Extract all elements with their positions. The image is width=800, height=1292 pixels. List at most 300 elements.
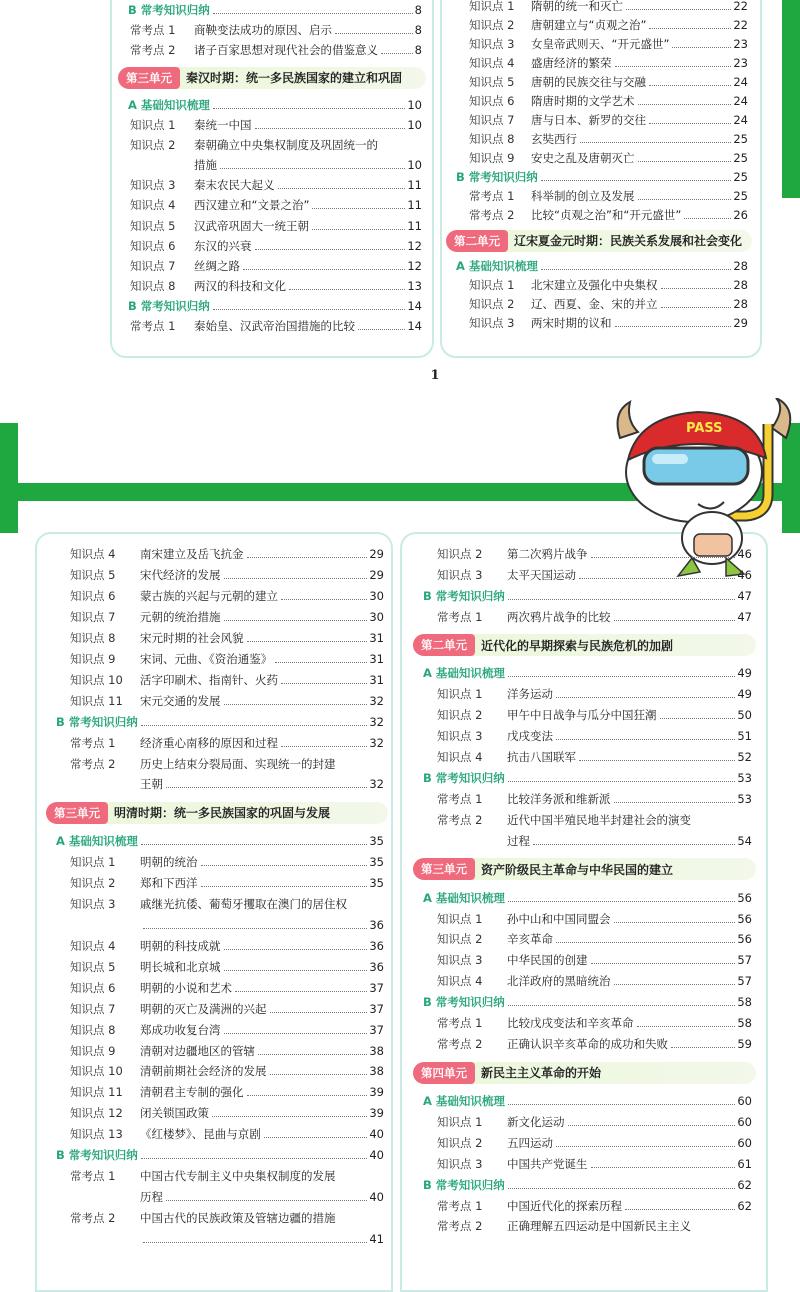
entry-page: 8 <box>414 23 422 38</box>
entry-page: 8 <box>414 3 422 17</box>
dot-leader <box>143 1242 367 1243</box>
entry-page: 56 <box>737 911 752 926</box>
entry-label: 知识点 2 <box>437 708 483 723</box>
entry-page: 58 <box>737 995 752 1010</box>
toc-entry[interactable] <box>469 127 748 147</box>
section-entry[interactable] <box>456 254 748 274</box>
entry-label: 知识点 13 <box>70 1127 123 1142</box>
entry-title: 女皇帝武则天、“开元盛世” <box>531 37 670 51</box>
toc-entry[interactable] <box>70 1059 384 1079</box>
toc-entry[interactable] <box>70 752 384 772</box>
entry-page: 12 <box>407 238 422 253</box>
entry-page: 12 <box>407 258 422 273</box>
entry-page: 60 <box>737 1114 752 1129</box>
dot-leader <box>289 289 405 290</box>
entry-label: 知识点 2 <box>130 138 176 152</box>
section-entry[interactable] <box>128 93 422 113</box>
entry-page: 29 <box>369 567 384 582</box>
entry-page: 24 <box>733 113 748 127</box>
entry-title: 盛唐经济的繁荣 <box>531 56 612 70</box>
toc-entry[interactable] <box>70 892 384 912</box>
dot-leader <box>224 970 368 971</box>
entry-label: 知识点 8 <box>70 1022 116 1037</box>
toc-entry[interactable] <box>469 311 748 331</box>
entry-title: 郑成功收复台湾 <box>140 1022 221 1037</box>
toc-entry[interactable] <box>437 542 752 562</box>
entry-page: 56 <box>737 890 752 905</box>
dot-leader <box>579 760 735 761</box>
dot-leader <box>591 557 736 558</box>
toc-entry-continuation[interactable] <box>140 913 384 933</box>
toc-entry[interactable] <box>130 18 422 38</box>
page-number: 1 <box>430 368 440 383</box>
unit-header <box>413 1062 756 1084</box>
toc-entry[interactable] <box>70 1122 384 1142</box>
entry-page: 36 <box>369 917 384 932</box>
toc-entry-continuation[interactable] <box>140 1227 384 1247</box>
entry-page: 58 <box>737 1016 752 1031</box>
dot-leader <box>541 269 731 270</box>
dot-leader <box>143 928 367 929</box>
entry-page: 29 <box>733 316 748 331</box>
entry-page: 35 <box>369 875 384 890</box>
entry-title: 诸子百家思想对现代社会的借鉴意义 <box>194 43 378 58</box>
dot-leader <box>220 168 405 169</box>
dot-leader <box>508 1188 736 1189</box>
toc-entry[interactable] <box>70 1206 384 1226</box>
entry-title: 活字印刷术、指南针、火药 <box>140 672 278 687</box>
dot-leader <box>278 188 406 189</box>
dot-leader <box>661 288 732 289</box>
dot-leader <box>638 161 732 162</box>
section-label: A 基础知识梳理 <box>456 259 538 274</box>
entry-title: 历程 <box>140 1190 163 1205</box>
entry-title: 明朝的小说和艺术 <box>140 980 232 995</box>
toc-entry[interactable] <box>70 850 384 870</box>
entry-label: 知识点 3 <box>437 567 483 582</box>
dot-leader <box>166 787 367 788</box>
dot-leader <box>568 1125 736 1126</box>
section-entry[interactable] <box>128 0 422 18</box>
entry-title: 辽、西夏、金、宋的并立 <box>531 297 658 312</box>
entry-label: 知识点 4 <box>437 974 483 989</box>
dot-leader <box>649 85 731 86</box>
entry-page: 32 <box>369 693 384 708</box>
entry-page: 24 <box>733 75 748 89</box>
toc-entry[interactable] <box>469 108 748 128</box>
entry-title: 第二次鸦片战争 <box>507 547 588 561</box>
unit-title: 近代化的早期探索与民族危机的加剧 <box>481 638 674 653</box>
toc-entry[interactable] <box>70 1080 384 1100</box>
entry-page: 59 <box>737 1037 752 1052</box>
dot-leader <box>270 1074 368 1075</box>
entry-title: 经济重心南移的原因和过程 <box>140 735 278 750</box>
dot-leader <box>224 704 368 705</box>
dot-leader <box>625 1209 735 1210</box>
entry-label: 常考点 2 <box>437 1037 483 1052</box>
toc-entry[interactable] <box>70 1164 384 1184</box>
section-entry[interactable] <box>423 766 752 786</box>
toc-entry[interactable] <box>130 314 422 334</box>
entry-title: 戚继光抗倭、葡萄牙攫取在澳门的居住权 <box>140 896 347 911</box>
toc-entry[interactable] <box>70 976 384 996</box>
unit-header <box>46 802 388 824</box>
dot-leader <box>166 1200 367 1201</box>
unit-badge: 第三单元 <box>118 67 180 89</box>
entry-label: 常考点 1 <box>469 189 515 203</box>
entry-label: 知识点 9 <box>70 1043 116 1058</box>
toc-entry[interactable] <box>437 605 752 625</box>
entry-page: 61 <box>737 1156 752 1171</box>
entry-page: 36 <box>369 938 384 953</box>
entry-title: 南宋建立及岳飞抗金 <box>140 547 244 561</box>
dot-leader <box>615 66 732 67</box>
entry-label: 常考点 2 <box>70 1211 116 1226</box>
section-entry[interactable] <box>456 165 748 185</box>
toc-entry[interactable] <box>469 203 748 223</box>
mascot-hat-text: PASS <box>686 421 723 436</box>
toc-entry-continuation[interactable] <box>140 772 384 792</box>
entry-title: 安史之乱及唐朝灭亡 <box>531 151 635 165</box>
toc-entry[interactable] <box>469 13 748 33</box>
entry-title: 秦统一中国 <box>194 117 252 132</box>
dot-leader <box>213 13 413 14</box>
entry-title: 宋词、元曲、《资治通鉴》 <box>140 651 273 666</box>
entry-label: 常考点 1 <box>437 1016 483 1031</box>
entry-page: 22 <box>733 18 748 32</box>
entry-page: 40 <box>369 1127 384 1142</box>
entry-page: 37 <box>369 980 384 995</box>
entry-label: 知识点 1 <box>469 278 515 293</box>
toc-entry[interactable] <box>70 668 384 688</box>
dot-leader <box>626 9 731 10</box>
section-entry[interactable] <box>423 661 752 681</box>
dot-leader <box>591 1167 736 1168</box>
section-label: B 常考知识归纳 <box>128 299 210 314</box>
toc-entry-continuation[interactable] <box>140 1185 384 1205</box>
entry-title: 明长城和北京城 <box>140 959 221 974</box>
entry-title: 中国近代化的探索历程 <box>507 1198 622 1213</box>
entry-title: 戊戌变法 <box>507 729 553 744</box>
entry-title: 正确理解五四运动是中国新民主主义 <box>507 1219 691 1234</box>
entry-page: 46 <box>737 567 752 582</box>
toc-entry[interactable] <box>437 1214 752 1234</box>
entry-title: 明朝的统治 <box>140 854 198 869</box>
entry-page: 38 <box>369 1043 384 1058</box>
section-entry[interactable] <box>423 886 752 906</box>
toc-entry[interactable] <box>130 193 422 213</box>
entry-label: 知识点 3 <box>437 729 483 744</box>
dot-leader <box>508 901 735 902</box>
toc-entry[interactable] <box>437 808 752 828</box>
entry-page: 23 <box>733 37 748 51</box>
toc-entry[interactable] <box>437 1011 752 1031</box>
entry-title: 两宋时期的议和 <box>531 316 612 331</box>
entry-title: 过程 <box>507 834 530 848</box>
section-label: B 常考知识归纳 <box>56 714 138 729</box>
toc-entry[interactable] <box>437 948 752 968</box>
toc-entry[interactable] <box>130 113 422 133</box>
toc-entry[interactable] <box>70 871 384 891</box>
toc-entry[interactable] <box>437 682 752 702</box>
dot-leader <box>312 208 405 209</box>
toc-entry[interactable] <box>70 731 384 751</box>
toc-entry[interactable] <box>70 542 384 562</box>
entry-title: 秦末农民大起义 <box>194 178 275 193</box>
dot-leader <box>661 307 732 308</box>
dot-leader <box>556 697 735 698</box>
entry-title: 比较“贞观之治”和“开元盛世” <box>531 208 682 222</box>
section-entry[interactable] <box>423 584 752 604</box>
toc-entry[interactable] <box>437 745 752 765</box>
dot-leader <box>614 802 736 803</box>
entry-label: 知识点 1 <box>130 117 176 132</box>
entry-title: 隋朝的统一和灭亡 <box>531 0 623 13</box>
toc-entry[interactable] <box>469 70 748 90</box>
toc-entry[interactable] <box>70 626 384 646</box>
toc-entry[interactable] <box>130 38 422 58</box>
dot-leader <box>637 1026 736 1027</box>
entry-label: 知识点 7 <box>130 258 176 273</box>
entry-label: 知识点 8 <box>469 132 515 146</box>
dot-leader <box>335 33 413 34</box>
entry-label: 知识点 2 <box>437 547 483 561</box>
dot-leader <box>614 922 736 923</box>
toc-entry[interactable] <box>469 292 748 312</box>
section-label: B 常考知识归纳 <box>423 1177 505 1192</box>
section-entry[interactable] <box>128 294 422 314</box>
entry-title: 两次鸦片战争的比较 <box>507 609 611 624</box>
entry-title: 抗击八国联军 <box>507 750 576 765</box>
dot-leader <box>213 309 406 310</box>
entry-page: 62 <box>737 1198 752 1213</box>
entry-page: 54 <box>737 834 752 848</box>
toc-entry[interactable] <box>437 1110 752 1130</box>
toc-entry[interactable] <box>130 214 422 234</box>
entry-label: 常考点 2 <box>437 813 483 828</box>
toc-entry[interactable] <box>469 89 748 109</box>
unit-header <box>413 858 756 880</box>
entry-title: 比较戊戌变法和辛亥革命 <box>507 1016 634 1031</box>
entry-title: 秦始皇、汉武帝治国措施的比较 <box>194 319 355 334</box>
toc-entry[interactable] <box>130 133 422 153</box>
toc-entry[interactable] <box>130 274 422 294</box>
entry-title: 中国古代专制主义中央集权制度的发展 <box>140 1169 336 1184</box>
dot-leader <box>212 1116 367 1117</box>
toc-entry[interactable] <box>437 1152 752 1172</box>
toc-entry[interactable] <box>437 969 752 989</box>
dot-leader <box>358 329 405 330</box>
dot-leader <box>614 620 736 621</box>
entry-label: 知识点 1 <box>437 687 483 702</box>
entry-title: 王朝 <box>140 777 163 792</box>
section-entry[interactable] <box>56 710 384 730</box>
entry-title: 历史上结束分裂局面、实现统一的封建 <box>140 756 336 771</box>
entry-page: 25 <box>733 170 748 184</box>
toc-entry[interactable] <box>469 32 748 52</box>
dot-leader <box>275 662 367 663</box>
dot-leader <box>579 578 735 579</box>
entry-label: 知识点 7 <box>70 609 116 624</box>
entry-page: 37 <box>369 1001 384 1016</box>
entry-label: 知识点 6 <box>130 238 176 253</box>
entry-title: 措施 <box>194 158 217 173</box>
toc-entry[interactable] <box>469 273 748 293</box>
entry-page: 8 <box>414 43 422 58</box>
toc-entry[interactable] <box>437 703 752 723</box>
toc-entry[interactable] <box>70 1101 384 1121</box>
entry-page: 57 <box>737 974 752 989</box>
entry-title: 丝绸之路 <box>194 258 240 273</box>
section-label: B 常考知识归纳 <box>56 1148 138 1163</box>
entry-title: 汉武帝巩固大一统王朝 <box>194 218 309 233</box>
entry-page: 51 <box>737 729 752 744</box>
dot-leader <box>281 683 367 684</box>
dot-leader <box>312 229 405 230</box>
entry-label: 知识点 2 <box>469 18 515 32</box>
dot-leader <box>533 844 735 845</box>
dot-leader <box>556 942 735 943</box>
toc-entry[interactable] <box>437 787 752 807</box>
entry-label: 常考点 2 <box>437 1219 483 1234</box>
toc-entry[interactable] <box>437 1194 752 1214</box>
entry-title: 宋元时期的社会风貌 <box>140 630 244 645</box>
dot-leader <box>684 218 731 219</box>
entry-page: 39 <box>369 1085 384 1100</box>
section-entry[interactable] <box>56 1143 384 1163</box>
unit-badge: 第二单元 <box>413 634 475 656</box>
section-label: A 基础知识梳理 <box>128 97 210 112</box>
entry-page: 14 <box>407 319 422 334</box>
toc-entry-continuation[interactable] <box>194 153 422 173</box>
section-label: B 常考知识归纳 <box>456 170 538 184</box>
entry-label: 知识点 11 <box>70 693 123 708</box>
entry-label: 知识点 3 <box>70 896 116 911</box>
entry-title: 中国共产党诞生 <box>507 1156 588 1171</box>
entry-title: 商鞅变法成功的原因、启示 <box>194 23 332 38</box>
entry-page: 49 <box>737 687 752 702</box>
section-entry[interactable] <box>56 829 384 849</box>
entry-label: 知识点 3 <box>437 953 483 968</box>
entry-page: 30 <box>369 609 384 624</box>
entry-title: 郑和下西洋 <box>140 875 198 890</box>
toc-entry[interactable] <box>70 605 384 625</box>
toc-entry[interactable] <box>130 254 422 274</box>
entry-title: 北洋政府的黑暗统治 <box>507 974 611 989</box>
entry-title: 科举制的创立及发展 <box>531 189 635 203</box>
entry-label: 知识点 4 <box>70 938 116 953</box>
dot-leader <box>281 746 367 747</box>
entry-title: 两汉的科技和文化 <box>194 279 286 294</box>
entry-label: 常考点 1 <box>130 23 176 38</box>
entry-page: 24 <box>733 94 748 108</box>
entry-label: 知识点 2 <box>437 932 483 947</box>
entry-title: 近代中国半殖民地半封建社会的演变 <box>507 813 691 828</box>
toc-entry[interactable] <box>469 184 748 204</box>
entry-page: 26 <box>733 208 748 222</box>
section-entry[interactable] <box>423 1173 752 1193</box>
dot-leader <box>541 180 732 181</box>
entry-page: 35 <box>369 834 384 848</box>
section-entry[interactable] <box>423 990 752 1010</box>
entry-title: 东汉的兴衰 <box>194 238 252 253</box>
toc-entry[interactable] <box>437 1131 752 1151</box>
entry-title: 隋唐时期的文学艺术 <box>531 94 635 108</box>
toc-entry[interactable] <box>469 0 748 14</box>
entry-label: 知识点 4 <box>469 56 515 70</box>
toc-entry[interactable] <box>70 997 384 1017</box>
dot-leader <box>281 599 367 600</box>
entry-label: 常考点 2 <box>130 43 176 58</box>
toc-entry[interactable] <box>70 934 384 954</box>
toc-entry[interactable] <box>130 234 422 254</box>
entry-label: 知识点 7 <box>469 113 515 127</box>
unit-badge: 第四单元 <box>413 1062 475 1084</box>
toc-entry[interactable] <box>70 563 384 583</box>
entry-label: 常考点 2 <box>469 208 515 222</box>
entry-label: 知识点 4 <box>437 750 483 765</box>
entry-title: 清朝对边疆地区的管辖 <box>140 1043 255 1058</box>
toc-entry[interactable] <box>130 173 422 193</box>
entry-title: 太平天国运动 <box>507 567 576 582</box>
toc-entry[interactable] <box>437 907 752 927</box>
entry-page: 25 <box>733 151 748 165</box>
entry-label: 知识点 12 <box>70 1106 123 1121</box>
entry-label: 知识点 3 <box>469 37 515 51</box>
toc-entry[interactable] <box>70 584 384 604</box>
dot-leader <box>213 108 405 109</box>
dot-leader <box>508 676 735 677</box>
entry-label: 知识点 5 <box>70 567 116 582</box>
toc-entry[interactable] <box>70 955 384 975</box>
entry-title: 闭关锁国政策 <box>140 1106 209 1121</box>
entry-page: 10 <box>407 97 422 112</box>
entry-page: 31 <box>369 630 384 645</box>
section-entry[interactable] <box>423 1089 752 1109</box>
entry-page: 11 <box>407 198 422 213</box>
toc-entry[interactable] <box>70 689 384 709</box>
dot-leader <box>660 718 736 719</box>
entry-title: 洋务运动 <box>507 687 553 702</box>
dot-leader <box>580 142 731 143</box>
entry-label: 知识点 9 <box>70 651 116 666</box>
entry-page: 10 <box>407 158 422 173</box>
toc-entry[interactable] <box>70 647 384 667</box>
entry-label: 知识点 3 <box>130 178 176 193</box>
toc-entry[interactable] <box>437 927 752 947</box>
entry-page: 32 <box>369 777 384 792</box>
entry-page: 62 <box>737 1177 752 1192</box>
entry-title: 玄奘西行 <box>531 132 577 146</box>
toc-entry[interactable] <box>70 1018 384 1038</box>
toc-entry[interactable] <box>437 724 752 744</box>
toc-entry[interactable] <box>70 1039 384 1059</box>
toc-entry[interactable] <box>437 1032 752 1052</box>
toc-entry[interactable] <box>437 563 752 583</box>
entry-label: 知识点 5 <box>130 218 176 233</box>
toc-entry-continuation[interactable] <box>507 829 752 849</box>
entry-label: 知识点 10 <box>70 672 123 687</box>
entry-title: 正确认识辛亥革命的成功和失败 <box>507 1037 668 1052</box>
dot-leader <box>672 47 731 48</box>
toc-entry[interactable] <box>469 146 748 166</box>
toc-entry[interactable] <box>469 51 748 71</box>
entry-label: 常考点 2 <box>70 756 116 771</box>
entry-title: 明朝的科技成就 <box>140 938 221 953</box>
dot-leader <box>258 1054 367 1055</box>
dot-leader <box>224 578 368 579</box>
dot-leader <box>615 326 732 327</box>
